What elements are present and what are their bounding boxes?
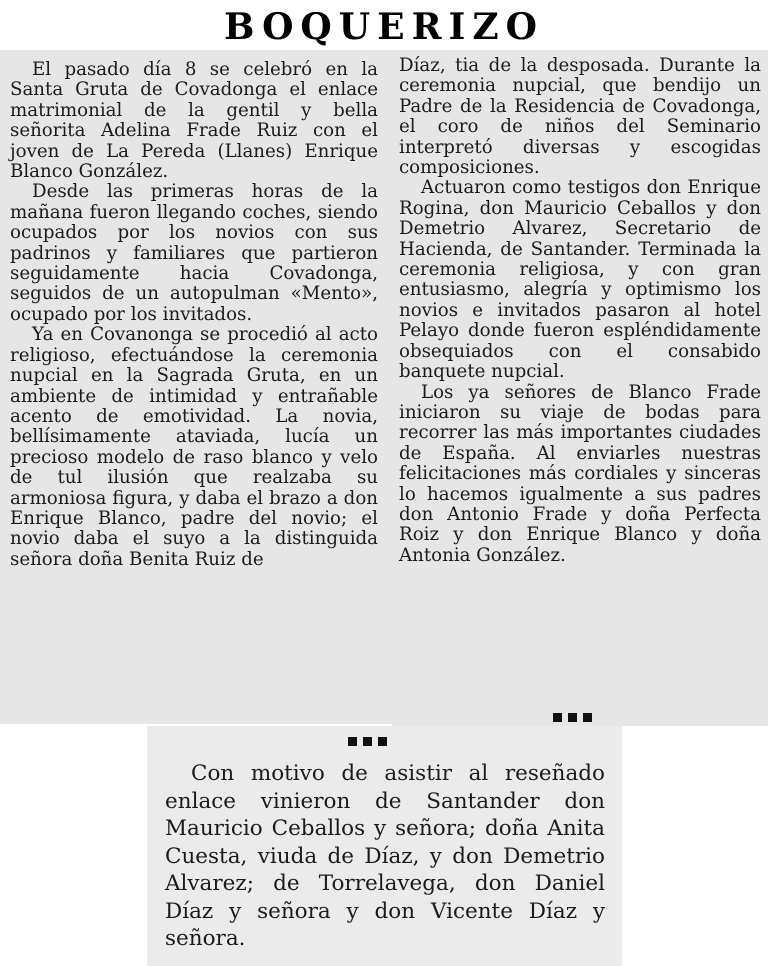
square-bullet-icon (553, 713, 562, 722)
paragraph: Actuaron como testigos don Enrique Rogina, don Mauricio Ceballos y don Demetrio Alvarez, Secretario de Hacienda, de Santander. Terminada la ceremonia religiosa, y con gran entusiasmo, alegría y optimismo los novios e invitados pasaron al hotel Pelayo donde fueron espléndidamente obsequiados con el consabido banquete nupcial. (399, 177, 761, 383)
separator-dots (553, 713, 592, 722)
square-bullet-icon (378, 737, 387, 746)
paragraph: Los ya señores de Blanco Frade iniciaron su viaje de bodas para recorrer las más importantes ciudades de España. Al enviarles nuestras felicitaciones más cordiales y sinceras lo hacemos igualmente a sus padres don Antonio Frade y doña Perfecta Roiz y don Enrique Blanco y doña Antonia González. (399, 381, 761, 566)
left-column (10, 60, 378, 570)
bottom-note (165, 760, 605, 953)
separator-dots (348, 737, 387, 746)
article-headline: BOQUERIZO (223, 6, 545, 48)
square-bullet-icon (583, 713, 592, 722)
square-bullet-icon (568, 713, 577, 722)
square-bullet-icon (363, 737, 372, 746)
right-column (399, 56, 761, 566)
paragraph: Desde las primeras horas de la mañana fueron llegando coches, siendo ocupados por los novios con sus padrinos y familiares que partieron seguidamente hacia Covadonga, seguidos de un autopulman «Mento», ocupado por los invitados. (10, 181, 378, 325)
paragraph: Ya en Covanonga se procedió al acto religioso, efectuándose la ceremonia nupcial en la Sagrada Gruta, en un ambiente de intimidad y entrañable acento de emotividad. La novia, bellísimamente ataviada, lucía un precioso modelo de raso blanco y velo de tul ilusión que realzaba su armoniosa figura, y daba el brazo a don Enrique Blanco, padre del novio; el novio daba el suyo a la distinguida señora doña Benita Ruiz de (10, 324, 378, 570)
paragraph-continuation: Díaz, tia de la desposada. Durante la ceremonia nupcial, que bendijo un Padre de la Residencia de Covadonga, el coro de niños del Seminario interpretó diversas y escogidas composiciones. (399, 55, 761, 179)
paragraph: El pasado día 8 se celebró en la Santa Gruta de Covadonga el enlace matrimonial de la gentil y bella señorita Adelina Frade Ruiz con el joven de La Pereda (Llanes) Enrique Blanco González. (10, 59, 378, 183)
paragraph: Con motivo de asistir al reseñado enlace vinieron de Santander don Mauricio Ceballos y señora; doña Anita Cuesta, viuda de Díaz, y don Demetrio Alvarez; de Torrelavega, don Daniel Díaz y señora y don Vicente Díaz y señora. (165, 761, 605, 951)
square-bullet-icon (348, 737, 357, 746)
